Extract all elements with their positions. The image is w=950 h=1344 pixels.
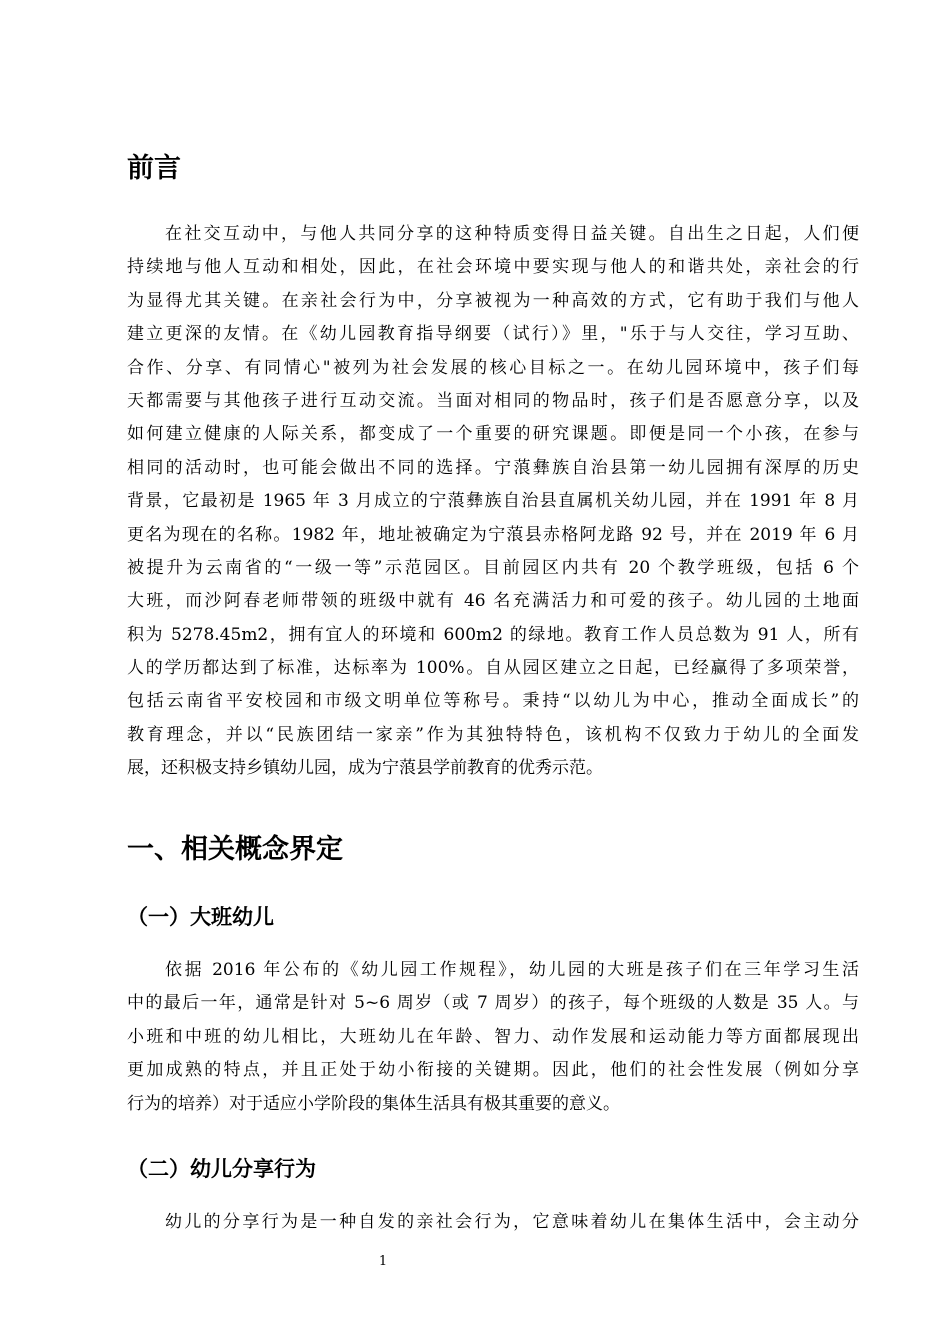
paragraph-line: 天都需要与其他孩子进行互动交流。当面对相同的物品时，孩子们是否愿意分享，以及 — [127, 390, 859, 411]
paragraph-line: 小班和中班的幼儿相比，大班幼儿在年龄、智力、动作发展和运动能力等方面都展现出 — [127, 1026, 859, 1047]
paragraph-line: 人的学历都达到了标准，达标率为 100%。自从园区建立之日起，已经赢得了多项荣誉， — [127, 658, 859, 679]
preface-heading: 前言 — [127, 153, 181, 184]
paragraph-line: 幼儿的分享行为是一种自发的亲社会行为，它意味着幼儿在集体生活中，会主动分 — [165, 1212, 859, 1232]
paragraph-line: 如何建立健康的人际关系，都变成了一个重要的研究课题。即便是同一个小孩，在参与 — [127, 424, 859, 445]
paragraph-line: 大班，而沙阿春老师带领的班级中就有 46 名充满活力和可爱的孩子。幼儿园的土地面 — [127, 591, 859, 612]
paragraph-line: 在社交互动中，与他人共同分享的这种特质变得日益关键。自出生之日起，人们便 — [165, 224, 859, 244]
paragraph-line: 建立更深的友情。在《幼儿园教育指导纲要（试行）》里，"乐于与人交往，学习互助、 — [127, 324, 859, 345]
senior-class-paragraph — [127, 954, 859, 1121]
section-heading-concepts: 一、相关概念界定 — [127, 834, 343, 865]
paragraph-line: 积为 5278.45m2，拥有宜人的环境和 600m2 的绿地。教育工作人员总数为 91 人，所有 — [127, 624, 859, 645]
paragraph-line: 行为的培养）对于适应小学阶段的集体生活具有极其重要的意义。 — [127, 1093, 620, 1114]
page-number: 1 — [378, 1254, 388, 1269]
paragraph-line: 展，还积极支持乡镇幼儿园，成为宁蒗县学前教育的优秀示范。 — [127, 758, 603, 779]
paragraph-line: 被提升为云南省的“一级一等”示范园区。目前园区内共有 20 个教学班级，包括 6 个 — [127, 557, 859, 578]
paragraph-line: 依据 2016 年公布的《幼儿园工作规程》，幼儿园的大班是孩子们在三年学习生活 — [165, 960, 859, 980]
paragraph-line: 更加成熟的特点，并且正处于幼小衔接的关键期。因此，他们的社会性发展（例如分享 — [127, 1060, 859, 1081]
paragraph-line: 中的最后一年，通常是针对 5~6 周岁（或 7 周岁）的孩子，每个班级的人数是 35 人。与 — [127, 993, 859, 1014]
paragraph-line: 更名为现在的名称。1982 年，地址被确定为宁蒗县赤格阿龙路 92 号，并在 2019 年 6 月 — [127, 524, 859, 545]
paragraph-line: 合作、分享、有同情心"被列为社会发展的核心目标之一。在幼儿园环境中，孩子们每 — [127, 357, 859, 378]
paragraph-line: 持续地与他人互动和相处，因此，在社会环境中要实现与他人的和谐共处，亲社会的行 — [127, 257, 859, 278]
paragraph-line: 相同的活动时，也可能会做出不同的选择。宁蒗彝族自治县第一幼儿园拥有深厚的历史 — [127, 457, 859, 478]
subsection-heading-senior-class: （一）大班幼儿 — [127, 905, 274, 929]
paragraph-line: 背景，它最初是 1965 年 3 月成立的宁蒗彝族自治县直属机关幼儿园，并在 1991 年 8 月 — [127, 491, 859, 512]
paragraph-line: 为显得尤其关键。在亲社会行为中，分享被视为一种高效的方式，它有助于我们与他人 — [127, 290, 859, 311]
subsection-heading-sharing-behavior: （二）幼儿分享行为 — [127, 1157, 316, 1181]
paragraph-line: 包括云南省平安校园和市级文明单位等称号。秉持“以幼儿为中心，推动全面成长”的 — [127, 691, 859, 712]
sharing-behavior-paragraph — [127, 1206, 859, 1239]
preface-paragraph — [127, 218, 859, 786]
paragraph-line: 教育理念，并以“民族团结一家亲”作为其独特特色，该机构不仅致力于幼儿的全面发 — [127, 724, 859, 745]
